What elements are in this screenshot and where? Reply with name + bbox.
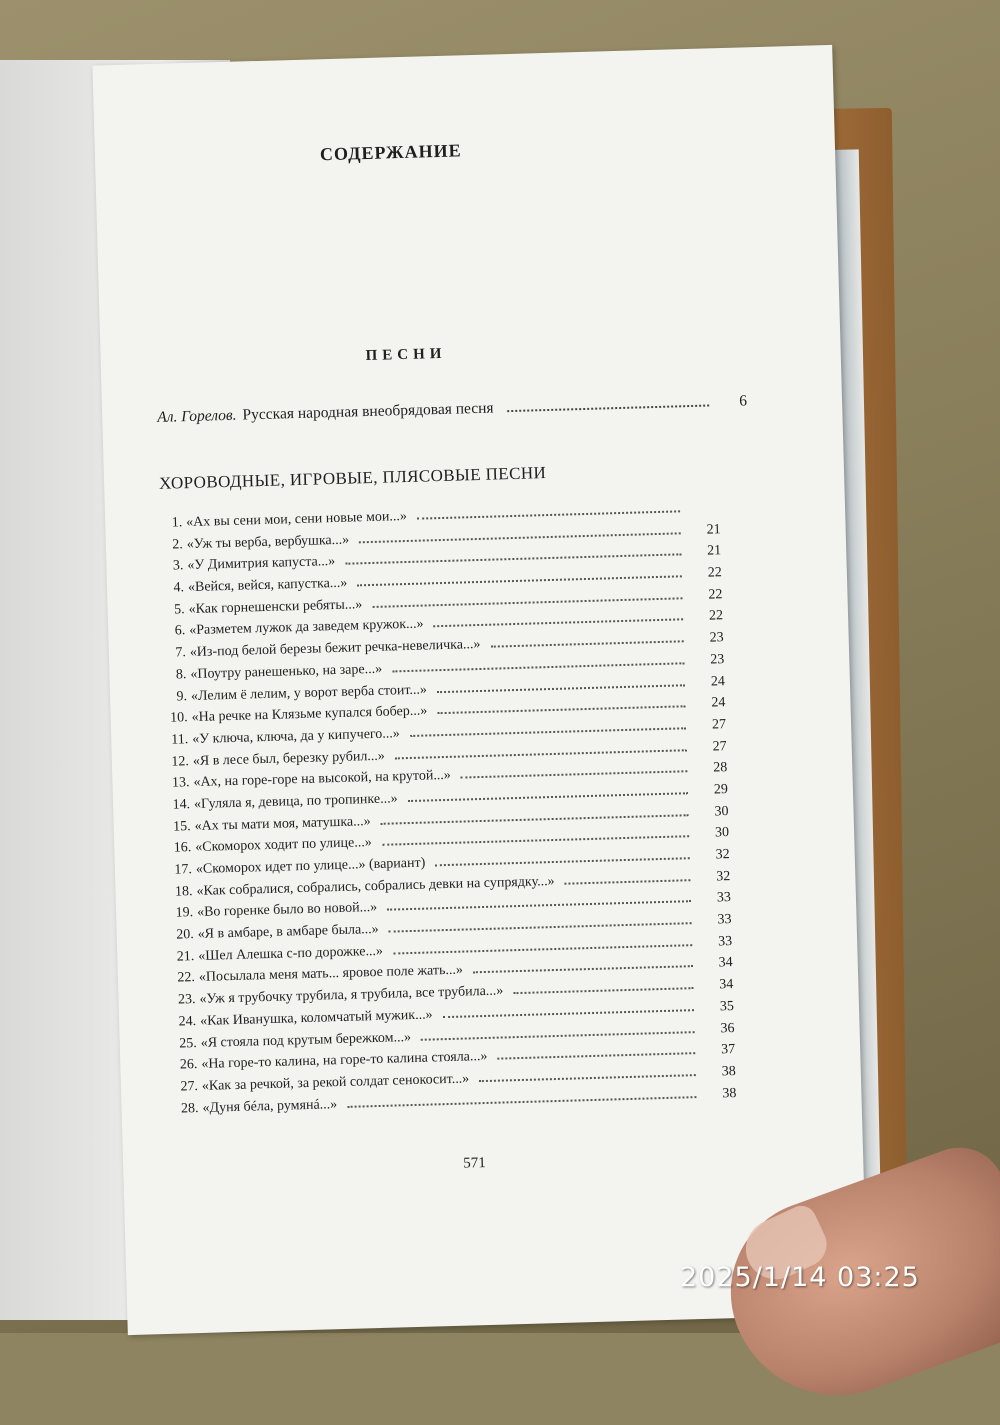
entry-page-number: 30 [714, 803, 729, 820]
entry-number: 12. [171, 753, 190, 770]
entry-title: «Гуляла я, девица, по тропинке...» [193, 791, 398, 812]
entry-title: «Ах ты мати моя, матушка...» [194, 813, 371, 834]
toc-list [160, 500, 737, 1123]
entry-number: 16. [173, 840, 192, 856]
dot-leader [565, 878, 691, 885]
entry-title: «На речке на Клязьме купался бобер...» [191, 703, 428, 726]
entry-title: «Уж я трубочку трубила, я трубила, все трубила...» [199, 983, 504, 1008]
entry-page-number: 27 [712, 738, 727, 755]
entry-number: 23. [177, 992, 196, 1008]
entry-page-number: 29 [713, 782, 729, 798]
dot-leader [497, 1051, 695, 1060]
dot-leader [359, 531, 681, 543]
dot-leader [417, 509, 680, 519]
entry-number: 25. [179, 1035, 197, 1052]
entry-number: 6. [174, 623, 186, 639]
entry-title: «Из-под белой березы бежит речка-невеличка...» [189, 637, 481, 661]
entry-page-number: 21 [706, 521, 721, 538]
entry-title: «Я стояла под крутым бережком...» [200, 1029, 412, 1051]
dot-leader [357, 574, 682, 586]
dot-leader [421, 1030, 695, 1041]
entry-number: 26. [179, 1057, 198, 1073]
entry-page-number: 38 [722, 1085, 737, 1101]
entry-page-number: 22 [707, 565, 723, 581]
entry-page-number: 22 [708, 608, 724, 625]
entry-title: «Ах, на горе-горе на высокой, на крутой...» [193, 768, 452, 791]
entry-page-number: 33 [717, 912, 732, 928]
entry-number: 4. [173, 580, 185, 596]
entry-page-number: 23 [709, 630, 724, 646]
dot-leader [392, 661, 684, 672]
dot-leader [479, 1073, 696, 1082]
entry-page-number: 33 [717, 933, 733, 950]
dot-leader [410, 726, 686, 737]
dot-leader [389, 921, 692, 932]
entry-number: 1. [171, 515, 183, 531]
intro-entry [157, 392, 747, 426]
intro-author: Ал. Горелов. [157, 406, 237, 426]
dot-leader [490, 639, 683, 647]
entry-number: 5. [173, 601, 185, 618]
entry-number: 18. [174, 883, 193, 900]
entry-number: 17. [174, 862, 193, 878]
entry-page-number: 32 [715, 847, 730, 863]
entry-number: 9. [176, 688, 188, 704]
entry-title: «Поутру ранешенько, на заре...» [190, 661, 383, 682]
entry-page-number: 35 [719, 998, 735, 1015]
entry-number: 11. [171, 732, 189, 748]
entry-page-number: 24 [710, 673, 726, 690]
entry-title: «Я в амбаре, в амбаре была...» [197, 921, 379, 943]
entry-number: 24. [178, 1013, 197, 1030]
entry-title: «Как за речкой, за рекой солдат сенокосит...» [201, 1071, 470, 1094]
entry-number: 14. [172, 797, 191, 813]
entry-title: «Лелим ё лелим, у ворот верба стоит...» [190, 681, 428, 704]
dot-leader [508, 403, 710, 412]
contents-heading: СОДЕРЖАНИЕ [319, 140, 462, 165]
page-number: 571 [462, 1155, 486, 1172]
entry-page-number: 27 [711, 717, 727, 733]
entry-page-number: 37 [720, 1042, 736, 1058]
dot-leader [443, 1008, 694, 1018]
entry-number: 21. [176, 948, 195, 965]
dot-leader [381, 813, 689, 825]
entry-title: «У Димитрия капуста...» [187, 554, 336, 574]
entry-title: «Ах вы сени мои, сени новые мои...» [186, 508, 408, 531]
dot-leader [513, 986, 693, 994]
entry-title: «Дуня бéла, румянá...» [202, 1096, 338, 1116]
contents-page [92, 45, 867, 1335]
entry-page-number [690, 511, 720, 512]
entry-title: «Во горенке было во новой...» [196, 900, 378, 921]
dot-leader [395, 748, 687, 759]
entry-title: «У ключа, ключа, да у кипучего...» [192, 726, 401, 747]
entry-page-number: 21 [707, 543, 722, 559]
dot-leader [393, 943, 692, 954]
entry-title: «На горе-то калина, на горе-то калина стояла...» [201, 1049, 488, 1073]
entry-title: «Скоморох идет по улице...» (вариант) [195, 855, 426, 877]
entry-title: «Как горнешенски ребяты...» [188, 597, 363, 617]
entry-number: 8. [175, 667, 187, 683]
entry-page-number: 34 [719, 977, 734, 993]
entry-title: «Скоморох ходит по улице...» [195, 835, 372, 856]
section-title: ПЕСНИ [365, 345, 447, 365]
entry-title: «Вейся, вейся, капустка...» [187, 575, 348, 596]
entry-title: «Уж ты верба, вербушка...» [186, 532, 350, 552]
dot-leader [437, 704, 685, 714]
entry-number: 2. [172, 536, 184, 553]
entry-page-number: 23 [710, 651, 725, 668]
entry-page-number: 38 [721, 1063, 736, 1080]
entry-number: 22. [177, 970, 196, 986]
dot-leader [434, 618, 684, 628]
dot-leader [372, 596, 682, 608]
dot-leader [387, 900, 691, 911]
entry-page-number: 34 [718, 955, 733, 971]
entry-page-number: 32 [716, 868, 731, 885]
entry-number: 19. [175, 905, 194, 921]
dot-leader [347, 1095, 696, 1108]
chapter-title: ХОРОВОДНЫЕ, ИГРОВЫЕ, ПЛЯСОВЫЕ ПЕСНИ [158, 463, 547, 493]
entry-number: 7. [175, 645, 187, 661]
dot-leader [461, 769, 688, 778]
dot-leader [408, 791, 688, 802]
dot-leader [473, 965, 693, 974]
entry-title: «Как Иванушка, коломчатый мужик...» [199, 1007, 433, 1029]
entry-page-number: 36 [720, 1020, 735, 1036]
intro-page-number: 6 [739, 392, 748, 410]
entry-page-number: 24 [711, 695, 726, 711]
intro-title: Русская народная внеобрядовая песня [242, 399, 494, 424]
entry-number: 20. [176, 927, 194, 943]
dot-leader [345, 553, 681, 565]
entry-page-number: 33 [716, 890, 732, 906]
entry-number: 27. [180, 1078, 199, 1095]
entry-title: «Шел Алешка с-по дорожке...» [198, 943, 384, 964]
entry-title: «Как собралися, собрались, собрались девки на супрядку...» [196, 873, 555, 899]
entry-number: 13. [171, 775, 190, 791]
entry-number: 10. [169, 710, 188, 726]
dot-leader [437, 683, 685, 693]
entry-title: «Посылала меня мать... яровое поле жать...» [198, 963, 464, 986]
dot-leader [435, 856, 690, 866]
dot-leader [382, 835, 689, 847]
entry-page-number: 30 [714, 825, 730, 841]
entry-title: «Я в лесе был, березку рубил...» [192, 748, 386, 769]
entry-title: «Разметем лужок да заведем кружок...» [189, 616, 424, 639]
entry-number: 3. [172, 558, 184, 574]
entry-number: 15. [172, 818, 191, 835]
entry-page-number: 22 [708, 586, 723, 603]
entry-number: 28. [180, 1100, 199, 1117]
photo-timestamp: 2025/1/14 03:25 [680, 1262, 920, 1293]
entry-page-number: 28 [713, 760, 728, 776]
